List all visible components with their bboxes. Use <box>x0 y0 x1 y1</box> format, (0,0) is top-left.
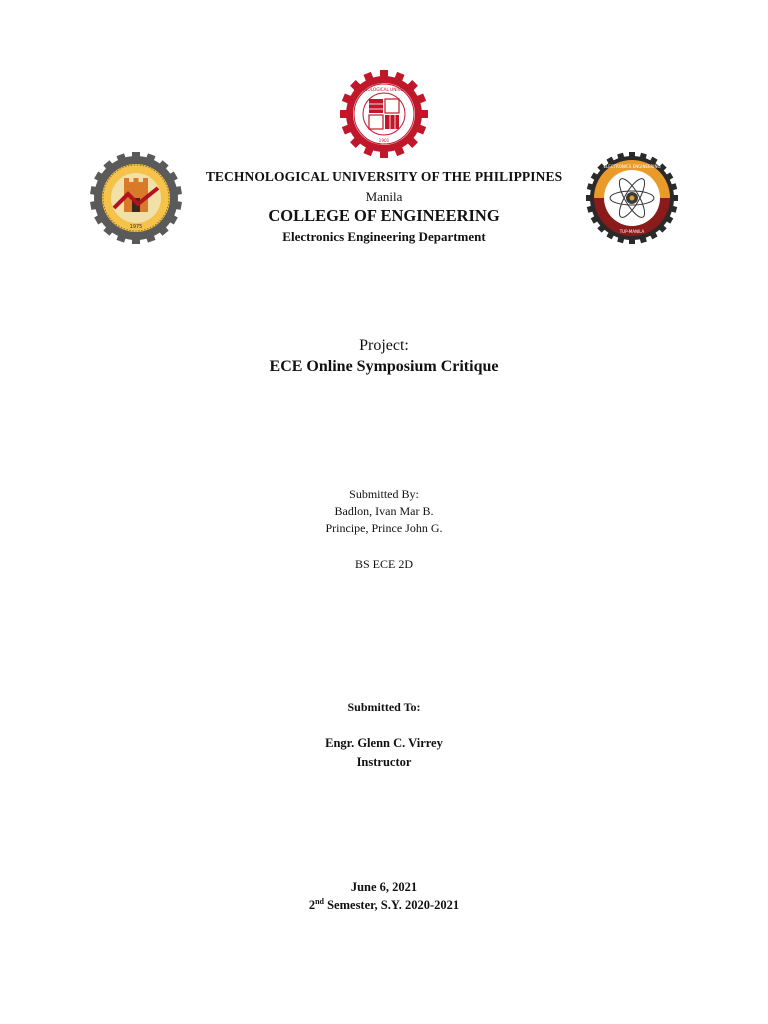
department-name: Electronics Engineering Department <box>282 229 486 244</box>
instructor-title: Instructor <box>356 755 412 769</box>
submitted-to-label: Submitted To: <box>347 700 421 714</box>
svg-text:1975: 1975 <box>129 224 143 230</box>
university-name: TECHNOLOGICAL UNIVERSITY OF THE PHILIPPINES <box>205 169 563 184</box>
submission-date: June 6, 2021 <box>350 880 418 894</box>
project-title: ECE Online Symposium Critique <box>269 358 499 375</box>
svg-text:TUP-MANILA: TUP-MANILA <box>619 229 645 234</box>
submitted-by-label: Submitted By: <box>349 487 419 501</box>
semester-ordinal: 2 <box>308 898 316 912</box>
instructor-name: Engr. Glenn C. Virrey <box>325 736 443 750</box>
student-name: Badlon, Ivan Mar B. <box>334 504 434 518</box>
student-name: Principe, Prince John G. <box>325 521 443 535</box>
svg-text:ELECTRONICS ENGINEERING: ELECTRONICS ENGINEERING <box>603 164 661 169</box>
college-name: COLLEGE OF ENGINEERING <box>268 206 500 225</box>
svg-text:1901: 1901 <box>378 138 390 143</box>
semester-label <box>0 898 768 913</box>
semester-ordinal-suffix: nd <box>315 896 324 906</box>
project-label: Project: <box>359 337 409 354</box>
section-label: BS ECE 2D <box>354 557 413 571</box>
university-city: Manila <box>365 189 403 204</box>
tup-university-seal-icon <box>340 70 428 158</box>
semester-text: Semester, S.Y. 2020-2021 <box>323 898 460 912</box>
svg-text:TECHNOLOGICAL UNIVERSITY: TECHNOLOGICAL UNIVERSITY <box>353 87 415 92</box>
